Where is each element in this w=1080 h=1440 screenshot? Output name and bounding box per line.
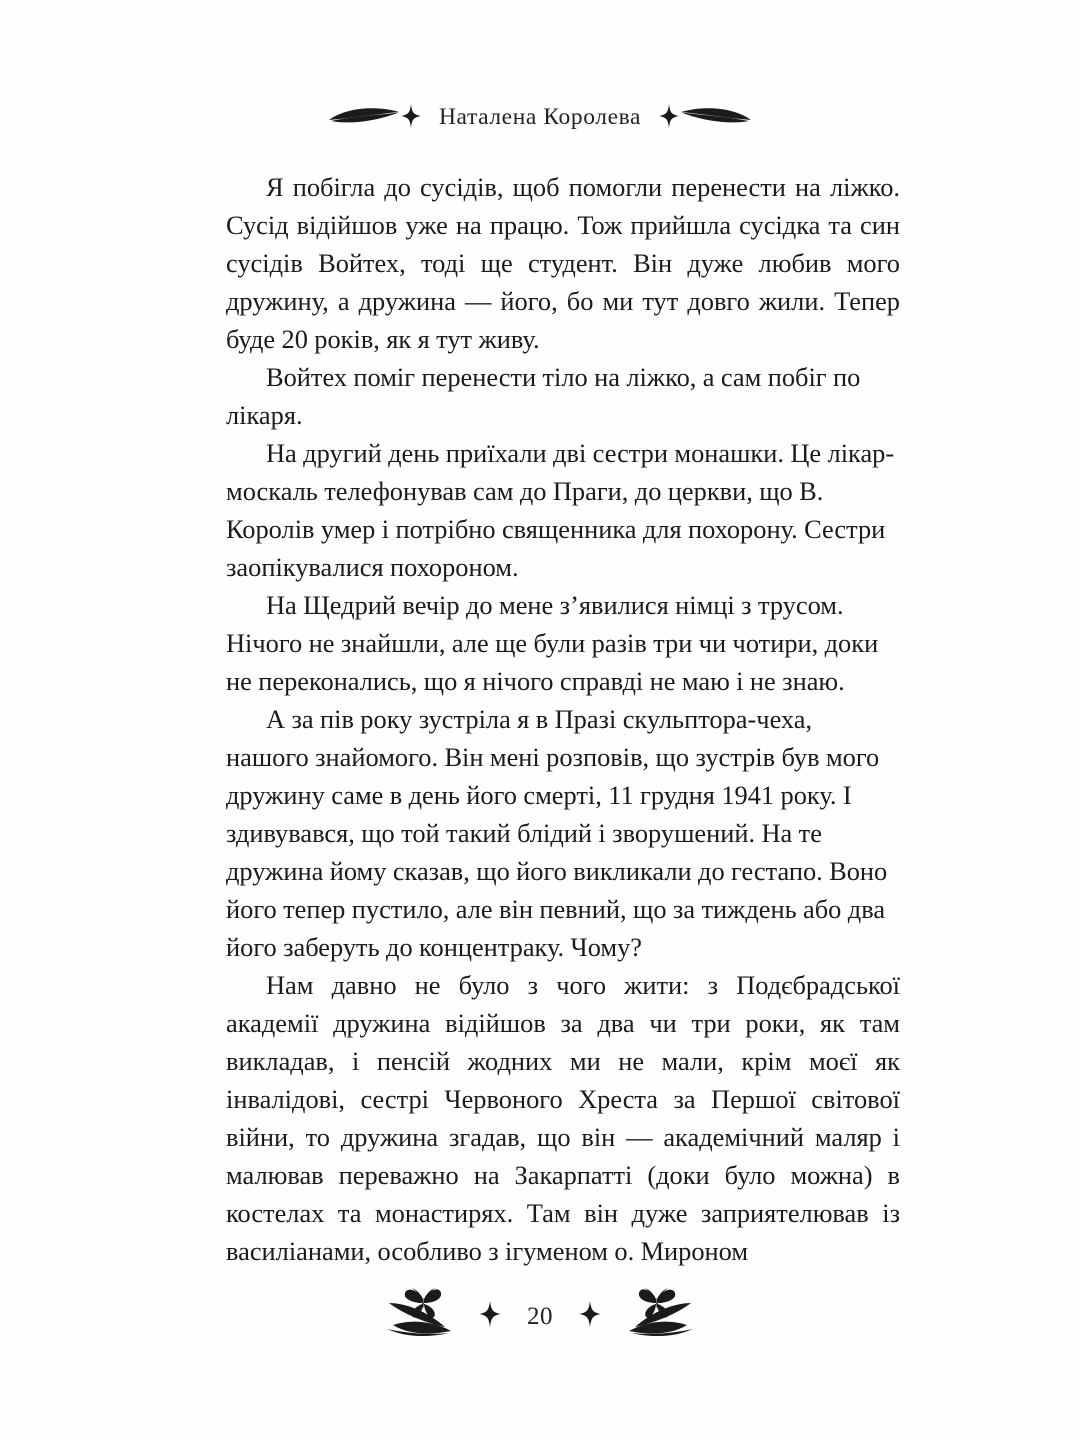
leaf-ornament-right [679, 105, 753, 132]
butterfly-branch-ornament-right [601, 1285, 697, 1348]
diamond-icon-head-right [659, 104, 679, 133]
paragraph: На Щедрий вечір до мене з’явилися німці з трусом. Нічого не знайшли, але ще були разів три чи чотири, доки не переконались, що я нічого справді не маю і не знаю. [226, 590, 879, 696]
paragraph: А за пів року зустріла я в Празі скульптора-чеха, нашого знайомого. Він мені розповів, що зустрів був мого дружину саме в день його смерті, 11 грудня 1941 року. І здивувався, що той такий блідий і зворушений. На те дружина йому сказав, що його викликали до гестапо. Воно його тепер пустило, але він певний, що за тиждень або два його заберуть до концентраку. Чому? [226, 704, 888, 962]
leaf-ornament-left [327, 105, 401, 132]
page-number: 20 [527, 1302, 553, 1330]
page-footer [0, 1286, 1080, 1346]
running-head-title: Наталена Королева [438, 104, 642, 131]
running-head [0, 98, 1080, 138]
paragraph: На другий день приїхали дві сестри монашки. Це лікар-москаль телефонував сам до Праги, до церкви, що В. Королів умер і потрібно священника для похорону. Сестри заопікувалися похороном. [226, 438, 895, 582]
paragraph: Я побігла до сусідів, щоб помогли перенести на ліжко. Сусід відійшов уже на працю. Тож прийшла сусідка та син сусідів Войтех, тоді ще студент. Він дуже любив мого дружину, а дружина — його, бо ми тут довго жили. Тепер буде 20 років, як я тут живу. [226, 172, 900, 354]
paragraph: Войтех поміг перенести тіло на ліжко, а сам побіг по лікаря. [226, 362, 861, 430]
diamond-icon-footer-right [579, 1301, 601, 1332]
diamond-icon-footer-left [479, 1301, 501, 1332]
diamond-icon-head-left [401, 104, 421, 133]
paragraph: Нам давно не було з чого жити: з Подєбрадської академії дружина відійшов за два чи три роки, як там викладав, і пенсій жодних ми не мали, крім моєї як інвалідові, сестрі Червоного Хреста за Першої світової війни, то дружина згадав, що він — академічний маляр і малював переважно на Закарпатті (доки було можна) в костелах та монастирях. Там він дуже заприятелював із василіанами, особливо з ігуменом о. Мироном [226, 970, 900, 1266]
body-text-column [226, 168, 900, 1270]
butterfly-branch-ornament-left [383, 1285, 479, 1348]
